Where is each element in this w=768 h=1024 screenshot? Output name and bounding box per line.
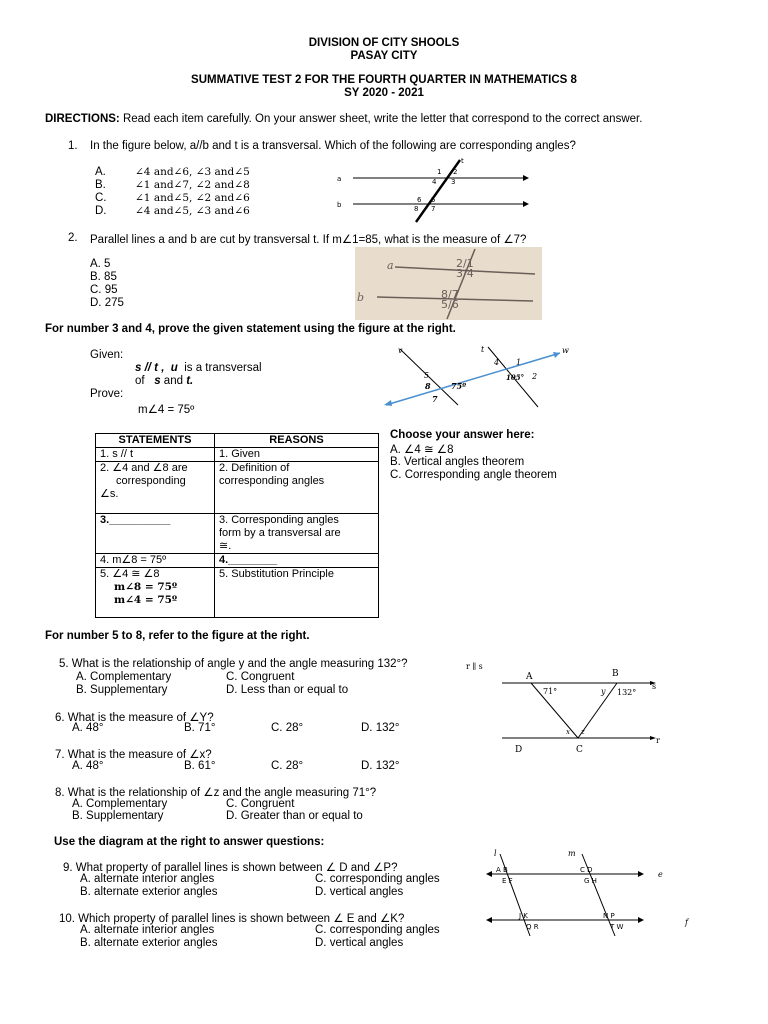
directions-text: Read each item carefully. On your answer sheet, write the letter that correspond to the correct answer. <box>122 113 643 125</box>
q9-option-b: B. alternate exterior angles <box>80 886 218 898</box>
svg-text:G H: G H <box>584 877 597 885</box>
given-label: Given: <box>90 349 124 361</box>
fig910 <box>482 848 692 938</box>
svg-text:7: 7 <box>431 205 436 213</box>
q7-option-c: C. 28° <box>271 760 304 772</box>
q7-option-d: D. 132° <box>361 760 400 772</box>
arrow-a <box>523 175 529 181</box>
q9-option-d: D. vertical angles <box>315 886 404 898</box>
given-line2: of s and t. <box>135 375 194 387</box>
header-line3: SUMMATIVE TEST 2 FOR THE FOURTH QUARTER IN MATHEMATICS 8 <box>191 74 577 86</box>
choice-c: C. Corresponding angle theorem <box>390 469 557 481</box>
directions <box>45 113 642 125</box>
svg-text:2: 2 <box>453 168 458 176</box>
svg-text:75º: 75º <box>451 381 467 391</box>
prove-statement: m∠4 = 75º <box>138 404 195 416</box>
svg-text:7: 7 <box>432 394 438 404</box>
svg-text:B: B <box>612 669 619 679</box>
q8-text: 8. What is the relationship of ∠z and the angle measuring 71°? <box>55 787 377 799</box>
q8-option-a: A. Complementary <box>72 798 168 810</box>
prove-label: Prove: <box>90 388 124 400</box>
svg-text:J K: J K <box>519 912 528 920</box>
svg-text:3/4: 3/4 <box>456 267 474 280</box>
svg-text:5: 5 <box>424 371 430 380</box>
fig34 <box>380 343 580 411</box>
q7-option-a: A. 48° <box>72 760 104 772</box>
q10-option-d: D. vertical angles <box>315 937 404 949</box>
q1-number: 1. <box>68 140 78 152</box>
svg-text:71°: 71° <box>543 687 558 696</box>
q9-option-c: C. corresponding angles <box>315 873 440 885</box>
q1-figure <box>333 156 533 226</box>
q6-option-a: A. 48° <box>72 722 104 734</box>
q1-option-letter: D. <box>95 205 107 217</box>
table-row: 4. m∠8 = 75º 4.________ <box>96 554 379 568</box>
label-b: b <box>337 201 342 209</box>
svg-text:a: a <box>387 259 394 272</box>
svg-text:s: s <box>652 682 657 691</box>
choices-title: Choose your answer here: <box>390 429 535 441</box>
proof-intro: For number 3 and 4, prove the given statement using the figure at the right. <box>45 323 456 335</box>
svg-text:4: 4 <box>432 178 437 186</box>
table-row: 1. s // t 1. Given <box>96 448 379 462</box>
svg-text:Q R: Q R <box>526 923 539 931</box>
q2-text: Parallel lines a and b are cut by transversal t. If m∠1=85, what is the measure of ∠7? <box>90 234 527 246</box>
q1-option-letter: B. <box>95 179 106 191</box>
svg-text:8: 8 <box>414 205 419 213</box>
arrow-b <box>523 201 529 207</box>
q5-option-a: A. Complementary <box>76 671 172 683</box>
svg-text:1: 1 <box>437 168 442 176</box>
header-line2: PASAY CITY <box>350 50 418 62</box>
choice-a: A. ∠4 ≅ ∠8 <box>390 444 454 456</box>
svg-text:D: D <box>515 745 523 755</box>
q10-option-a: A. alternate interior angles <box>80 924 215 936</box>
svg-text:E F: E F <box>502 877 513 885</box>
q8-option-c: C. Congruent <box>226 798 295 810</box>
svg-text:z: z <box>581 728 585 736</box>
svg-text:T W: T W <box>610 923 624 931</box>
svg-text:f: f <box>685 918 688 927</box>
svg-text:2/1: 2/1 <box>456 257 474 270</box>
svg-text:3: 3 <box>451 178 456 186</box>
svg-text:5/6: 5/6 <box>441 298 459 311</box>
q9-option-a: A. alternate interior angles <box>80 873 215 885</box>
q5-option-d: D. Less than or equal to <box>226 684 349 696</box>
q1-option-text: ∠4 and∠6, ∠3 and∠5 <box>135 166 250 178</box>
q1-option-letter: C. <box>95 192 107 204</box>
svg-text:m: m <box>568 849 576 858</box>
q6-option-c: C. 28° <box>271 722 304 734</box>
q1-text: In the figure below, a//b and t is a transversal. Which of the following are corresponding angles? <box>90 140 576 152</box>
fig58 <box>462 656 668 760</box>
q7-text: 7. What is the measure of ∠x? <box>55 749 212 761</box>
svg-text:6: 6 <box>417 196 422 204</box>
table-row: 2. ∠4 and ∠8 are corresponding ∠s. 2. Definition of corresponding angles <box>96 462 379 514</box>
q10-text: 10. Which property of parallel lines is shown between ∠ E and ∠K? <box>59 913 405 925</box>
label-t: t <box>461 157 464 165</box>
given-line1: s // t , u is a transversal <box>135 362 262 374</box>
q10-option-c: C. corresponding angles <box>315 924 440 936</box>
q2-figure-photo <box>355 247 542 320</box>
svg-text:w: w <box>562 346 569 355</box>
header-statements: STATEMENTS <box>96 434 215 448</box>
section-9-10: Use the diagram at the right to answer questions: <box>54 836 325 848</box>
q5-option-b: B. Supplementary <box>76 684 168 696</box>
q10-option-b: B. alternate exterior angles <box>80 937 218 949</box>
svg-text:132°: 132° <box>617 688 637 697</box>
svg-text:b: b <box>357 291 365 304</box>
svg-text:x: x <box>566 728 570 736</box>
svg-text:A B: A B <box>496 866 508 874</box>
q1-option-text: ∠1 and∠5, ∠2 and∠6 <box>135 192 250 204</box>
svg-text:N P: N P <box>603 912 615 920</box>
svg-text:r ∥ s: r ∥ s <box>466 662 483 671</box>
svg-text:1: 1 <box>516 358 522 367</box>
svg-text:5: 5 <box>431 196 436 204</box>
svg-text:4: 4 <box>494 358 500 367</box>
q1-option-text: ∠1 and∠7, ∠2 and∠8 <box>135 179 250 191</box>
q2-option: C. 95 <box>90 284 118 296</box>
header-line4: SY 2020 - 2021 <box>344 87 424 99</box>
q2-option: B. 85 <box>90 271 117 283</box>
svg-text:8/7: 8/7 <box>441 288 459 301</box>
table-row: 3.__________ 3. Corresponding angles form by a transversal are ≅. <box>96 514 379 554</box>
q5-text: 5. What is the relationship of angle y and the angle measuring 132°? <box>59 658 408 670</box>
q2-option: A. 5 <box>90 258 111 270</box>
svg-text:105°: 105° <box>506 373 525 382</box>
header-line1: DIVISION OF CITY SHOOLS <box>308 37 460 49</box>
svg-text:A: A <box>526 672 533 682</box>
svg-text:t: t <box>481 345 485 354</box>
svg-text:l: l <box>494 849 497 858</box>
q2-number: 2. <box>68 232 78 244</box>
svg-text:2: 2 <box>532 372 538 381</box>
q8-option-d: D. Greater than or equal to <box>226 810 363 822</box>
svg-text:C: C <box>576 745 583 755</box>
proof-table <box>95 433 379 618</box>
q6-option-b: B. 71° <box>184 722 216 734</box>
svg-text:y: y <box>601 687 606 696</box>
svg-text:C D: C D <box>580 866 593 874</box>
directions-label: DIRECTIONS: <box>45 113 120 125</box>
q2-option: D. 275 <box>90 297 124 309</box>
svg-text:v: v <box>398 346 403 355</box>
q9-text: 9. What property of parallel lines is shown between ∠ D and ∠P? <box>63 862 398 874</box>
svg-text:8: 8 <box>425 381 431 391</box>
q7-option-b: B. 61° <box>184 760 216 772</box>
svg-text:r: r <box>656 736 660 745</box>
label-a: a <box>337 175 342 183</box>
choice-b: B. Vertical angles theorem <box>390 456 525 468</box>
q6-option-d: D. 132° <box>361 722 400 734</box>
section-5-8: For number 5 to 8, refer to the figure at the right. <box>45 630 310 642</box>
table-row: 5. ∠4 ≅ ∠8 m∠8 = 75º m∠4 = 75º 5. Substitution Principle <box>96 568 379 618</box>
q1-option-text: ∠4 and∠5, ∠3 and∠6 <box>135 205 250 217</box>
header-reasons: REASONS <box>215 434 379 448</box>
q5-option-c: C. Congruent <box>226 671 295 683</box>
q1-option-letter: A. <box>95 166 106 178</box>
q6-text: 6. What is the measure of ∠Y? <box>55 712 214 724</box>
svg-text:e: e <box>658 870 663 879</box>
q8-option-b: B. Supplementary <box>72 810 164 822</box>
